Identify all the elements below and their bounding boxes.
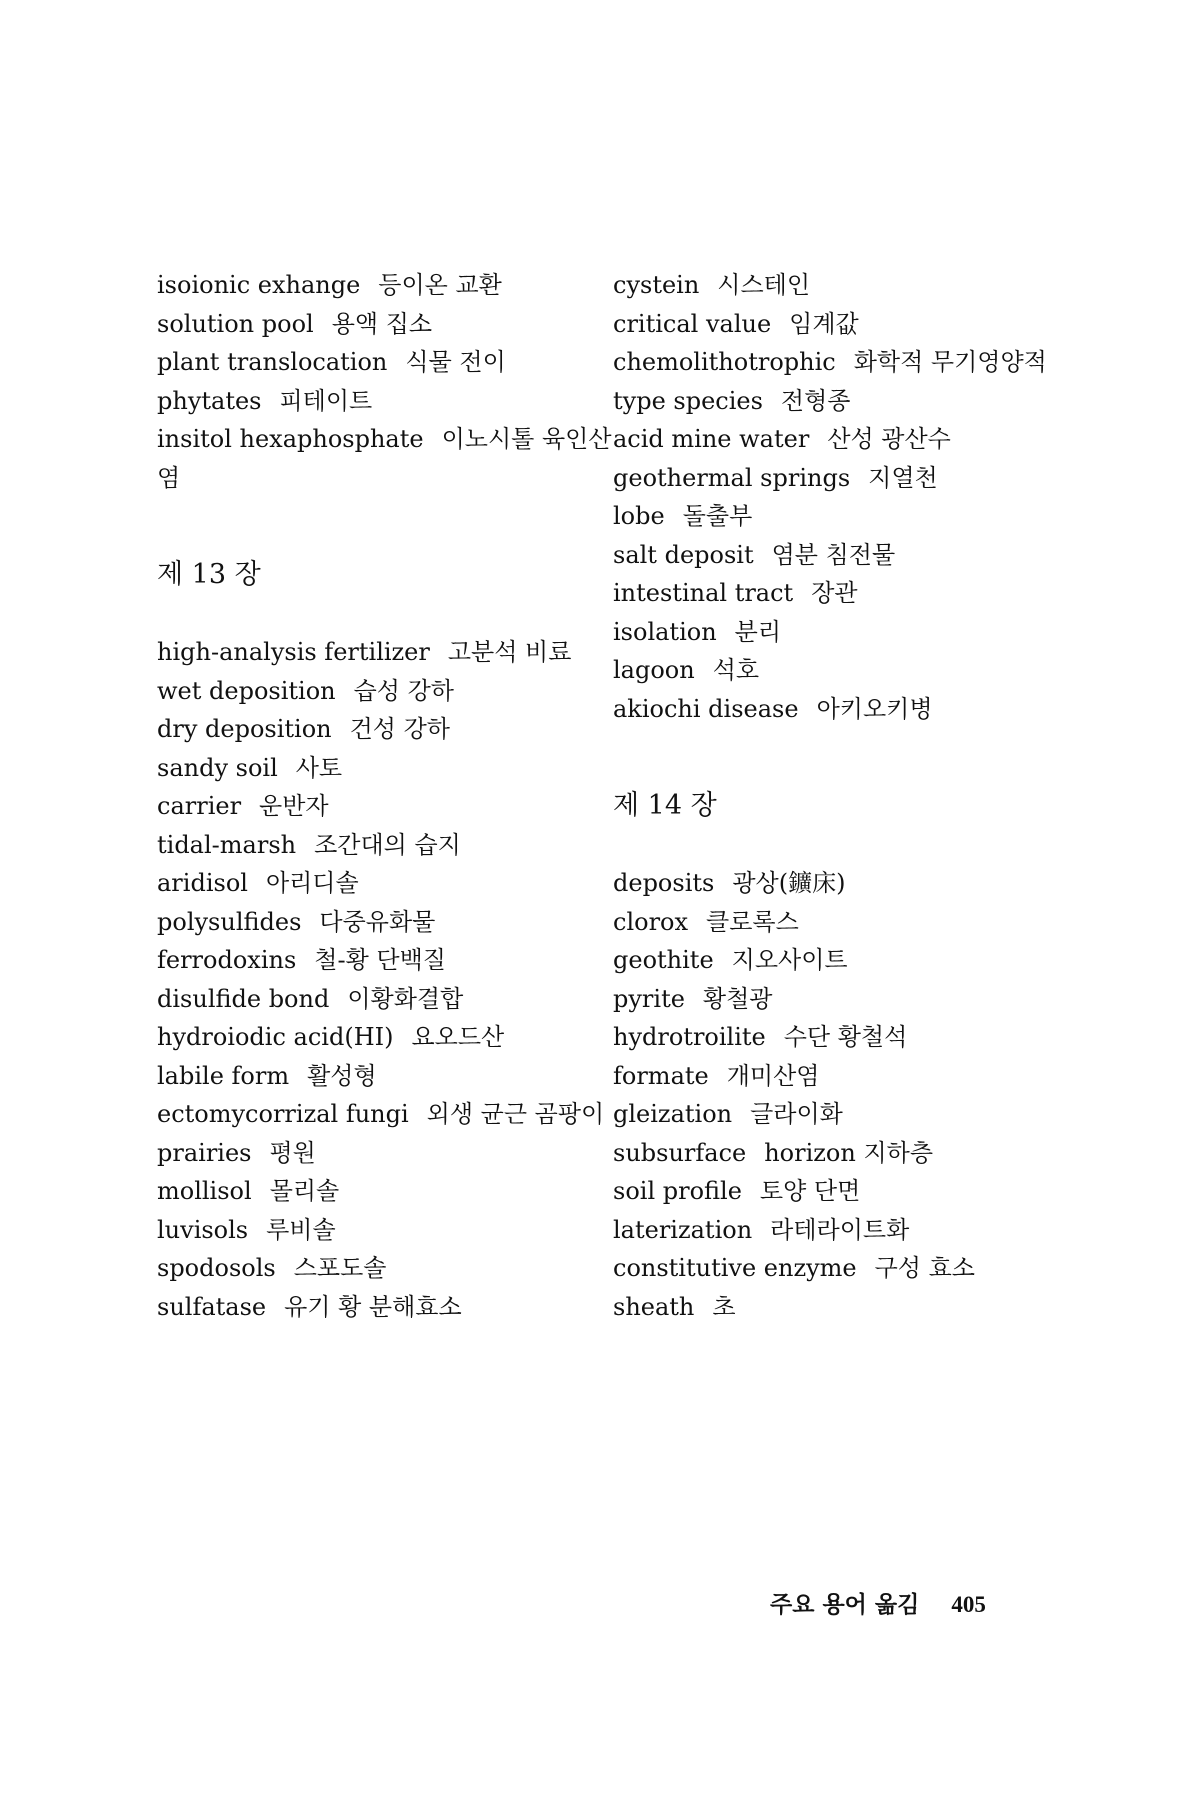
term-korean: 등이온 교환 <box>378 271 502 299</box>
term-korean: 요오드산 <box>411 1023 505 1051</box>
page-footer <box>770 1586 986 1619</box>
term-korean: 고분석 비료 <box>447 638 572 666</box>
glossary-entry <box>157 787 617 826</box>
term-english: critical value <box>613 309 772 338</box>
entry-list-bottom <box>613 864 1073 1326</box>
term-korean: 황철광 <box>702 984 773 1013</box>
glossary-entry <box>157 1211 617 1250</box>
glossary-entry <box>613 1288 1073 1327</box>
glossary-entry <box>613 574 1073 613</box>
term-english: formate <box>613 1061 709 1090</box>
entry-list-top <box>157 266 617 497</box>
term-korean: 운반자 <box>259 792 329 820</box>
glossary-entry <box>613 1018 1073 1057</box>
glossary-entry <box>157 1249 617 1288</box>
term-english: insitol hexaphosphate <box>157 425 424 453</box>
term-english: labile form <box>157 1061 290 1090</box>
term-english: prairies <box>157 1138 252 1167</box>
entry-list-bottom <box>157 633 617 1326</box>
glossary-entry <box>613 459 1073 498</box>
glossary-entry <box>157 672 617 711</box>
term-english: type species <box>613 386 763 415</box>
glossary-entry <box>613 1211 1073 1250</box>
term-korean: 철-황 단백질 <box>314 946 446 974</box>
term-korean: 수단 황철석 <box>783 1023 908 1051</box>
term-english: isolation <box>613 617 717 646</box>
term-korean: 돌출부 <box>682 502 753 530</box>
term-english: constitutive enzyme <box>613 1254 857 1282</box>
term-english: laterization <box>613 1215 753 1244</box>
glossary-entry <box>613 1172 1073 1211</box>
glossary-entry <box>613 941 1073 980</box>
term-korean: 이황화결합 <box>347 984 464 1013</box>
term-english: dry deposition <box>157 715 332 743</box>
glossary-entry <box>613 420 1073 459</box>
term-korean: 임계값 <box>789 309 859 338</box>
term-english: chemolithotrophic <box>613 348 836 376</box>
term-korean: 염분 침전물 <box>771 540 896 569</box>
term-korean: 다중유화물 <box>319 907 436 936</box>
footer-section-title: 주요 용어 옮김 <box>770 1591 920 1618</box>
term-korean: 장관 <box>811 579 858 607</box>
glossary-entry <box>157 1172 617 1211</box>
term-korean: 지오사이트 <box>731 946 848 974</box>
term-korean: 시스테인 <box>717 271 811 299</box>
term-korean: 라테라이트화 <box>770 1215 910 1244</box>
term-english: acid mine water <box>613 425 810 453</box>
term-english: ectomycorrizal fungi <box>157 1100 409 1128</box>
term-english: soil profile <box>613 1177 742 1205</box>
glossary-entry <box>613 536 1073 575</box>
term-english: disulfide bond <box>157 984 330 1013</box>
glossary-entry <box>613 980 1073 1019</box>
glossary-entry <box>157 1134 617 1173</box>
chapter-heading-13: 제 13 장 <box>157 559 261 590</box>
term-english: lobe <box>613 502 665 530</box>
glossary-entry <box>157 343 617 382</box>
term-korean: 활성형 <box>307 1061 377 1090</box>
glossary-entry <box>613 305 1073 344</box>
term-english: solution pool <box>157 309 314 338</box>
term-korean: 습성 강하 <box>353 676 454 705</box>
term-korean: 루비솔 <box>266 1215 336 1244</box>
glossary-entry <box>157 826 617 865</box>
term-english: carrier <box>157 792 242 820</box>
term-korean: 지열천 <box>868 463 938 492</box>
glossary-entry <box>157 710 617 749</box>
term-english: polysulfides <box>157 907 302 936</box>
glossary-entry <box>613 1095 1073 1134</box>
term-korean: 사토 <box>295 753 343 782</box>
term-english: salt deposit <box>613 540 754 569</box>
term-english: sulfatase <box>157 1292 267 1321</box>
term-korean: 평원 <box>269 1138 316 1167</box>
page-number: 405 <box>951 1592 986 1617</box>
glossary-entry <box>157 941 617 980</box>
term-english: subsurface <box>613 1138 747 1167</box>
term-english: geothermal springs <box>613 463 851 492</box>
glossary-entry <box>613 497 1073 536</box>
glossary-entry <box>157 633 617 672</box>
term-korean: 전형종 <box>780 386 851 415</box>
glossary-entry <box>157 903 617 942</box>
term-english: hydroiodic acid(HI) <box>157 1023 394 1051</box>
term-english: phytates <box>157 386 262 415</box>
term-korean: 석호 <box>712 656 760 684</box>
entry-list-top <box>613 266 1073 728</box>
glossary-entry <box>613 613 1073 652</box>
term-korean: 화학적 무기영양적 <box>853 348 1047 376</box>
glossary-entry <box>157 382 617 421</box>
term-korean: 아리디솔 <box>265 869 359 897</box>
term-korean: 토양 단면 <box>759 1177 861 1205</box>
left-column <box>157 266 617 1326</box>
glossary-entry <box>157 749 617 788</box>
glossary-entry <box>157 1057 617 1096</box>
glossary-entry <box>613 1134 1073 1173</box>
glossary-entry <box>613 382 1073 421</box>
term-korean: 구성 효소 <box>874 1254 975 1282</box>
term-korean: 클로록스 <box>706 907 799 936</box>
term-korean: 광상(鑛床) <box>732 869 846 897</box>
glossary-entry <box>613 864 1073 903</box>
term-english: high-analysis fertilizer <box>157 638 430 666</box>
term-english: gleization <box>613 1100 733 1128</box>
glossary-entry <box>157 420 617 497</box>
glossary-entry <box>157 1018 617 1057</box>
term-korean: 초 <box>712 1292 736 1321</box>
term-english: hydrotroilite <box>613 1023 766 1051</box>
glossary-entry <box>613 343 1073 382</box>
term-korean: 분리 <box>734 617 782 646</box>
glossary-entry <box>613 651 1073 690</box>
term-korean: 건성 강하 <box>349 715 450 743</box>
term-english: plant translocation <box>157 348 388 376</box>
term-korean: 조간대의 습지 <box>314 830 461 859</box>
term-english: ferrodoxins <box>157 946 297 974</box>
term-english: cystein <box>613 271 700 299</box>
term-english: tidal-marsh <box>157 830 297 859</box>
glossary-entry <box>157 1095 617 1134</box>
term-english: intestinal tract <box>613 579 794 607</box>
term-korean: 아키오키병 <box>816 694 933 723</box>
glossary-entry <box>157 266 617 305</box>
term-korean: 이노시톨 육인산염 <box>157 425 612 492</box>
glossary-entry <box>613 1057 1073 1096</box>
term-english: pyrite <box>613 984 685 1013</box>
term-english: clorox <box>613 907 689 936</box>
term-korean: 몰리솔 <box>269 1177 340 1205</box>
term-english: akiochi disease <box>613 694 799 723</box>
term-english: lagoon <box>613 656 695 684</box>
term-korean: 산성 광산수 <box>827 425 951 453</box>
glossary-entry <box>157 305 617 344</box>
glossary-entry <box>613 266 1073 305</box>
right-column <box>613 266 1073 1326</box>
term-korean: 피테이트 <box>279 386 373 415</box>
glossary-entry <box>157 864 617 903</box>
term-korean: horizon 지하층 <box>764 1138 934 1167</box>
term-english: mollisol <box>157 1177 252 1205</box>
glossary-entry <box>613 1249 1073 1288</box>
term-english: aridisol <box>157 869 248 897</box>
glossary-entry <box>613 690 1073 729</box>
term-english: isoionic exhange <box>157 271 361 299</box>
term-english: luvisols <box>157 1215 249 1244</box>
term-english: wet deposition <box>157 676 336 705</box>
term-korean: 외생 균근 곰팡이 <box>426 1100 605 1128</box>
term-korean: 식물 전이 <box>405 348 506 376</box>
term-english: sheath <box>613 1292 695 1321</box>
glossary-entry <box>613 903 1073 942</box>
term-english: spodosols <box>157 1254 276 1282</box>
glossary-entry <box>157 980 617 1019</box>
term-korean: 스포도솔 <box>293 1254 387 1282</box>
term-korean: 글라이화 <box>750 1100 843 1128</box>
glossary-entry <box>157 1288 617 1327</box>
term-english: sandy soil <box>157 753 278 782</box>
term-korean: 용액 집소 <box>331 309 433 338</box>
term-english: geothite <box>613 946 714 974</box>
term-korean: 개미산염 <box>726 1061 820 1090</box>
term-english: deposits <box>613 869 715 897</box>
chapter-heading-14: 제 14 장 <box>613 790 717 821</box>
term-korean: 유기 황 분해효소 <box>284 1292 462 1321</box>
